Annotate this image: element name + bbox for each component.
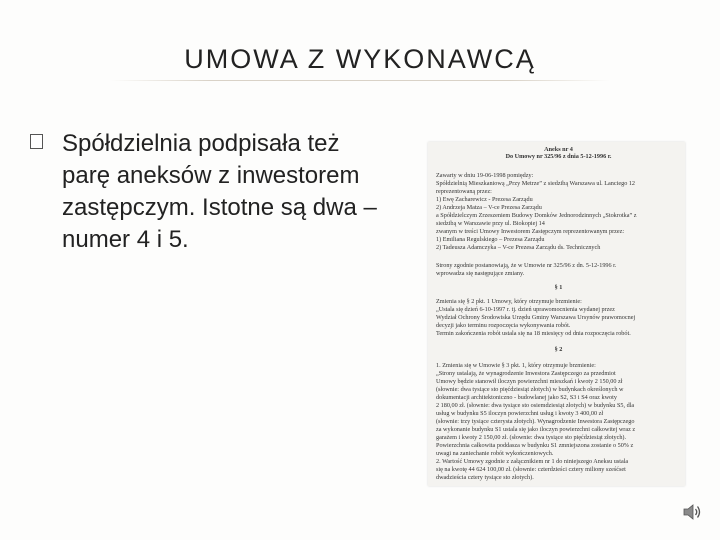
doc-line: 2. Wartość Umowy zgodnie z załącznikiem nr 1 do niniejszego Aneksu ustala [436,458,629,465]
doc-line: § 1 [554,284,563,291]
doc-line: Do Umowy nr 325/96 z dnia 5-12-1996 r. [505,153,612,160]
scanned-document-image [428,142,685,486]
doc-line: Termin zakończenia robót ustala się na 18 miesięcy od dnia rozpoczęcia robót. [436,330,631,337]
doc-line: Aneks nr 4 [544,146,573,153]
speaker-icon[interactable] [681,501,703,523]
doc-line: „Ustala się dzień 6-10-1997 r. tj. dzień uprawomocnienia wydanej przez [436,306,615,313]
doc-line: 1) Ewę Zacharewicz - Prezesa Zarządu [436,196,533,203]
bullet-marker-icon [30,134,43,149]
doc-line: (słownie: trzy tysiące czterysta złotych). Wynagrodzenie Inwestora Zastępczego [436,418,635,425]
doc-line: 2 180,00 zł. (słownie: dwa tysiące sto osiemdziesiąt złotych) w budynku S5, dla [436,402,635,409]
doc-line: 2) Tadeusza Adamczyka – V-ce Prezesa Zarządu ds. Technicznych [436,244,601,251]
doc-line: dwadzieścia cztery tysiące sto złotych). [436,474,534,481]
doc-line: zwanym w treści Umowy Inwestorem Zastępczym reprezentowanym przez: [436,228,625,235]
doc-line: reprezentowaną przez: [436,188,492,195]
doc-line: się na kwotę 44 624 100,00 zł. (słownie: czterdzieści cztery miliony sześćset [436,466,626,473]
bullet-item [30,128,390,256]
doc-line: za wykonanie budynku S1 ustala się jako iloczyn powierzchni całkowitej wraz z [436,426,636,433]
doc-line: wprowadza się następujące zmiany. [436,270,525,277]
doc-line: (słownie: dwa tysiące sto pięćdziesiąt złotych) w budynkach określonych w [436,386,624,393]
doc-line: dokumentacji architektoniczno - budowlanej jako S2, S3 i S4 oraz kwoty [436,394,617,401]
doc-line: garażem i kwoty 2 150,00 zł. (słownie: dwa tysiące sto pięćdziesiąt złotych). [436,434,627,441]
doc-line: „Strony ustalają, że wynagrodzenie Inwestora Zastępczego za przedmiot [436,370,616,377]
doc-line: Strony zgodnie postanowiają, że w Umowie nr 325/96 z dn. 5-12-1996 r. [436,262,617,269]
doc-line: a Spółdzielczym Zrzeszeniem Budowy Domków Jednorodzinnych „Stokrotka” z [436,212,637,219]
title-underline [110,80,610,81]
doc-line: Zmienia się § 2 pkt. 1 Umowy, który otrzymuje brzmienie: [436,298,582,305]
doc-line: decyzji jako terminu rozpoczęcia wykonywania robót. [436,322,571,329]
doc-line: Wydział Ochrony Środowiska Urzędu Gminy Warszawa Ursynów prawomocnej [436,314,636,321]
bullet-text: Spółdzielnia podpisała też parę aneksów z inwestorem zastępczym. Istotne są dwa – numer 4 i 5. [62,130,377,253]
doc-line: siedzibą w Warszawie przy ul. Biokopiej 14 [436,220,545,227]
doc-line: Spółdzielnią Mieszkaniową „Przy Metrze” z siedzibą Warszawa ul. Lanciego 12 [436,180,636,187]
doc-line: § 2 [554,346,563,353]
doc-line: Umowy będzie stanowił iloczyn powierzchni mieszkań i kwoty 2 150,00 zł [436,378,623,385]
doc-line: uwagi na zaniechanie robót wykończeniowych. [436,450,554,457]
doc-line: usług w budynku S5 iloczyn powierzchni usług i kwoty 3 400,00 zł [436,410,604,417]
doc-line: Powierzchnia całkowita poddasza w budynku S1 zmniejszona zostanie o 50% z [436,442,634,449]
slide-title: UMOWA Z WYKONAWCĄ [184,44,536,74]
doc-line: 1) Emiliana Regulskiego – Prezesa Zarządu [436,236,545,243]
doc-line: Zawarty w dniu 19-06-1998 pomiędzy: [436,172,534,179]
doc-line: 1. Zmienia się w Umowie § 3 pkt. 1, który otrzymuje brzmienie: [436,362,596,369]
doc-line: 2) Andrzeja Matza – V-ce Prezesa Zarządu [436,204,542,211]
